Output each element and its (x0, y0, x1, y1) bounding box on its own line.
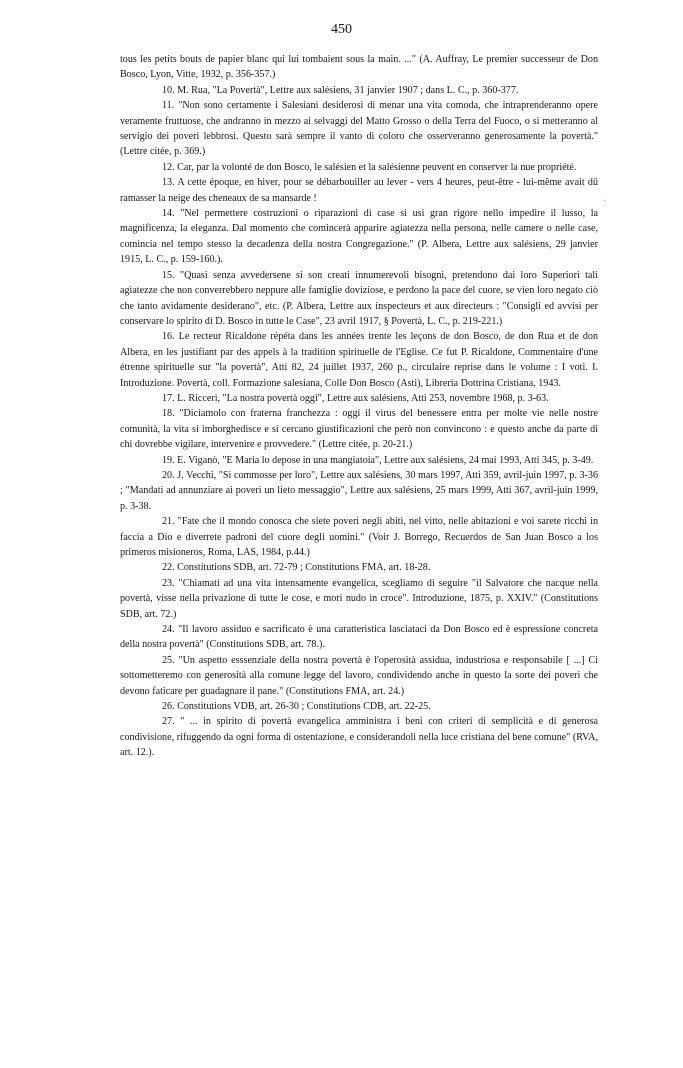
endnote-text: M. Rua, "La Povertà", Lettre aux salésiens, 31 janvier 1907 ; dans L. C., p. 360-377. (177, 84, 519, 96)
endnote-number: 12. (162, 161, 175, 173)
endnote (120, 622, 598, 653)
endnote (120, 468, 598, 514)
endnote-text: "Nel permettere costruzioni o riparazioni di case si usi gran rigore nello impedire il lusso, la magnificenza, la eleganza. Dal momento che comincerà apparire agiatezza nella persona, nelle camere o nelle case, comincia nel tempo stesso la decadenza della nostra Congregazione." (P. Albera, Lettre aux salésiens, 29 janvier 1915, L. C., p. 159-160.). (120, 208, 598, 266)
endnote-text: E. Viganò, "E Maria lo depose in una mangiatoia", Lettre aux salésiens, 24 mai 1993, Atti 345, p. 3-49. (177, 454, 594, 466)
endnote-number: 20. (162, 469, 175, 481)
endnote (120, 714, 598, 760)
endnote-number: 26. (162, 701, 175, 713)
endnotes (120, 52, 598, 761)
endnote (120, 206, 598, 268)
endnote-number: 22. (162, 562, 175, 574)
endnote-number: 11. (162, 100, 175, 112)
endnote-text: Constitutions VDB, art. 26-30 ; Constitutions CDB, art. 22-25. (177, 701, 431, 713)
endnote (120, 699, 598, 714)
endnote-text: " ... in spirito di povertà evangelica amministra i beni con criteri di semplicità e di generosa condivisione, rifuggendo da ogni forma di ostentazione, e considerandoli nella luce cristiana del bene comune" (RVA, art. 12.). (120, 716, 598, 759)
endnote-number: 17. (162, 392, 175, 404)
endnote-number: 24. (162, 624, 175, 636)
endnote-number: 16. (162, 331, 175, 343)
endnote (120, 160, 598, 175)
endnote-number: 19. (162, 454, 175, 466)
endnote-text: L. Ricceri, "La nostra povertà oggi", Lettre aux salésiens, Atti 253, novembre 1968, p. 3-63. (177, 392, 549, 404)
endnote-text: "Il lavoro assiduo e sacrificato è una caratteristica lasciataci da Don Bosco ed è espressione concreta della nostra povertà" (Constitutions SDB, art. 78.). (120, 624, 598, 651)
endnote-number: 25. (162, 654, 175, 666)
note-list (120, 83, 598, 761)
endnote-number: 15. (162, 269, 175, 281)
endnote-text: J. Vecchi, "Si commosse per loro", Lettre aux salésiens, 30 mars 1997, Atti 359, avril-juin 1997, p. 3-36 ; "Mandati ad annunziare ai poveri un lieto messaggio", Lettre aux salésiens, 25 mars 1999, Atti 367, avril-juin 1999, p. 3-38. (120, 469, 598, 512)
endnote (120, 576, 598, 622)
endnote (120, 653, 598, 699)
endnote-text: Car, par la volonté de don Bosco, le salésien et la salésienne peuvent en conserver la nue propriété. (177, 161, 577, 173)
endnote-number: 10. (162, 84, 175, 96)
endnote (120, 406, 598, 452)
endnote (120, 453, 598, 468)
endnote-text: "Fate che il mondo conosca che siete poveri negli abiti, nel vitto, nelle abitazioni e voi sarete ricchi in faccia a Dio e diverrete padroni del cuore degli uomini." (Voir J. Borrego, Recuerdos de San Juan Bosco a los primeros misioneros, Roma, LAS, 1984, p.44.) (120, 516, 598, 558)
endnote (120, 175, 598, 206)
endnote-number: 18. (162, 408, 175, 420)
endnote (120, 329, 598, 391)
endnote-text: "Chiamati ad una vita intensamente evangelica, scegliamo di seguire "il Salvatore che nacque nella povertà, visse nella privazione di tutte le cose, e morì nudo in croce". Introduzione, 1875, p. XXIV." (Constitutions SDB, art. 72.) (120, 577, 598, 620)
endnote-number: 27. (162, 716, 175, 728)
margin-mark: · (603, 196, 607, 207)
endnote (120, 391, 598, 406)
endnote-text: "Diciamolo con fraterna franchezza : oggi il virus del benessere entra per molte vie nelle nostre comunità, la vita si imborghedisce e si cercano giustificazioni che però non convincono : e questo anche da parte di chi dovrebbe vigilare, intervenire e provvedere." (Lettre citée, p. 20-21.) (120, 408, 598, 451)
endnote-text: "Un aspetto esssenziale della nostra povertà è l'operosità assidua, industriosa e responsabile [ ...] Ci sottometteremo con generosità alla comune legge del lavoro, condividendo anche in questo la sorte dei poveri che devono faticare per guadagnare il pane." (Constitutions FMA, art. 24.) (120, 654, 598, 697)
endnote-text: Le recteur Ricaldone répéta dans les années trente les leçons de don Bosco, de don Rua et de don Albera, en les justifiant par des appels à la tradition spirituelle de l'Eglise. Ce fut P. Ricaldone, Commentaire d'une étrenne spirituelle sur "la povertà", Atti 82, 24 juillet 1937, 260 p., circulaire reprise dans le volume : I voti. I. Introduzione. Povertà, coll. Formazione salesiana, Colle Don Bosco (Asti), Libreria Dottrina Cristiana, 1943. (120, 331, 598, 389)
endnote-number: 23. (162, 577, 175, 589)
endnote-text: A cette époque, en hiver, pour se débarbouiller au lever - vers 4 heures, peut-être - lui-même avait dû ramasser la neige des cheneaux de sa mansarde ! (120, 177, 599, 204)
endnote (120, 560, 598, 575)
page-number: 450 (331, 22, 352, 37)
endnote-text: "Quasi senza avvedersene si son creati innumerevoli bisogni, pretendono dai loro Superiori tali agiatezze che non converrebbero neppure alle famiglie doviziose, e perdono la pace del cuore, se vien loro negato ciò che tanto avidamente desiderano", etc. (P. Albera, Lettre aux inspecteurs et aux directeurs : "Consigli ed avvisi per conservare lo spirito di D. Bosco in tutte le Case", 23 avril 1917, § Povertà, L. C., p. 219-221.) (120, 269, 598, 327)
endnote-number: 21. (162, 516, 175, 528)
endnote-number: 13. (162, 177, 175, 189)
endnote (120, 268, 598, 330)
endnote-number: 14. (162, 208, 175, 220)
endnote (120, 83, 598, 98)
endnote-text: "Non sono certamente i Salesiani desiderosi di menar una vita comoda, che intraprenderanno opere veramente fruttuose, che andranno in mezzo ai selvaggi del Matto Grosso o della Terra del Fuoco, o si metteranno al servigio dei poveri lebbrosi. Questo sarà sempre il vanto di coloro che osserveranno generosamente la povertà." (Lettre citée, p. 369.) (120, 100, 598, 158)
endnote-text: Constitutions SDB, art. 72-79 ; Constitutions FMA, art. 18-28. (177, 562, 431, 574)
endnote (120, 98, 598, 160)
endnote (120, 514, 598, 560)
note-continuation: tous les petits bouts de papier blanc qui lui tombaient sous la main. ..." (A. Auffray, Le premier successeur de Don Bosco, Lyon, Vitte, 1932, p. 356-357.) (120, 54, 598, 81)
